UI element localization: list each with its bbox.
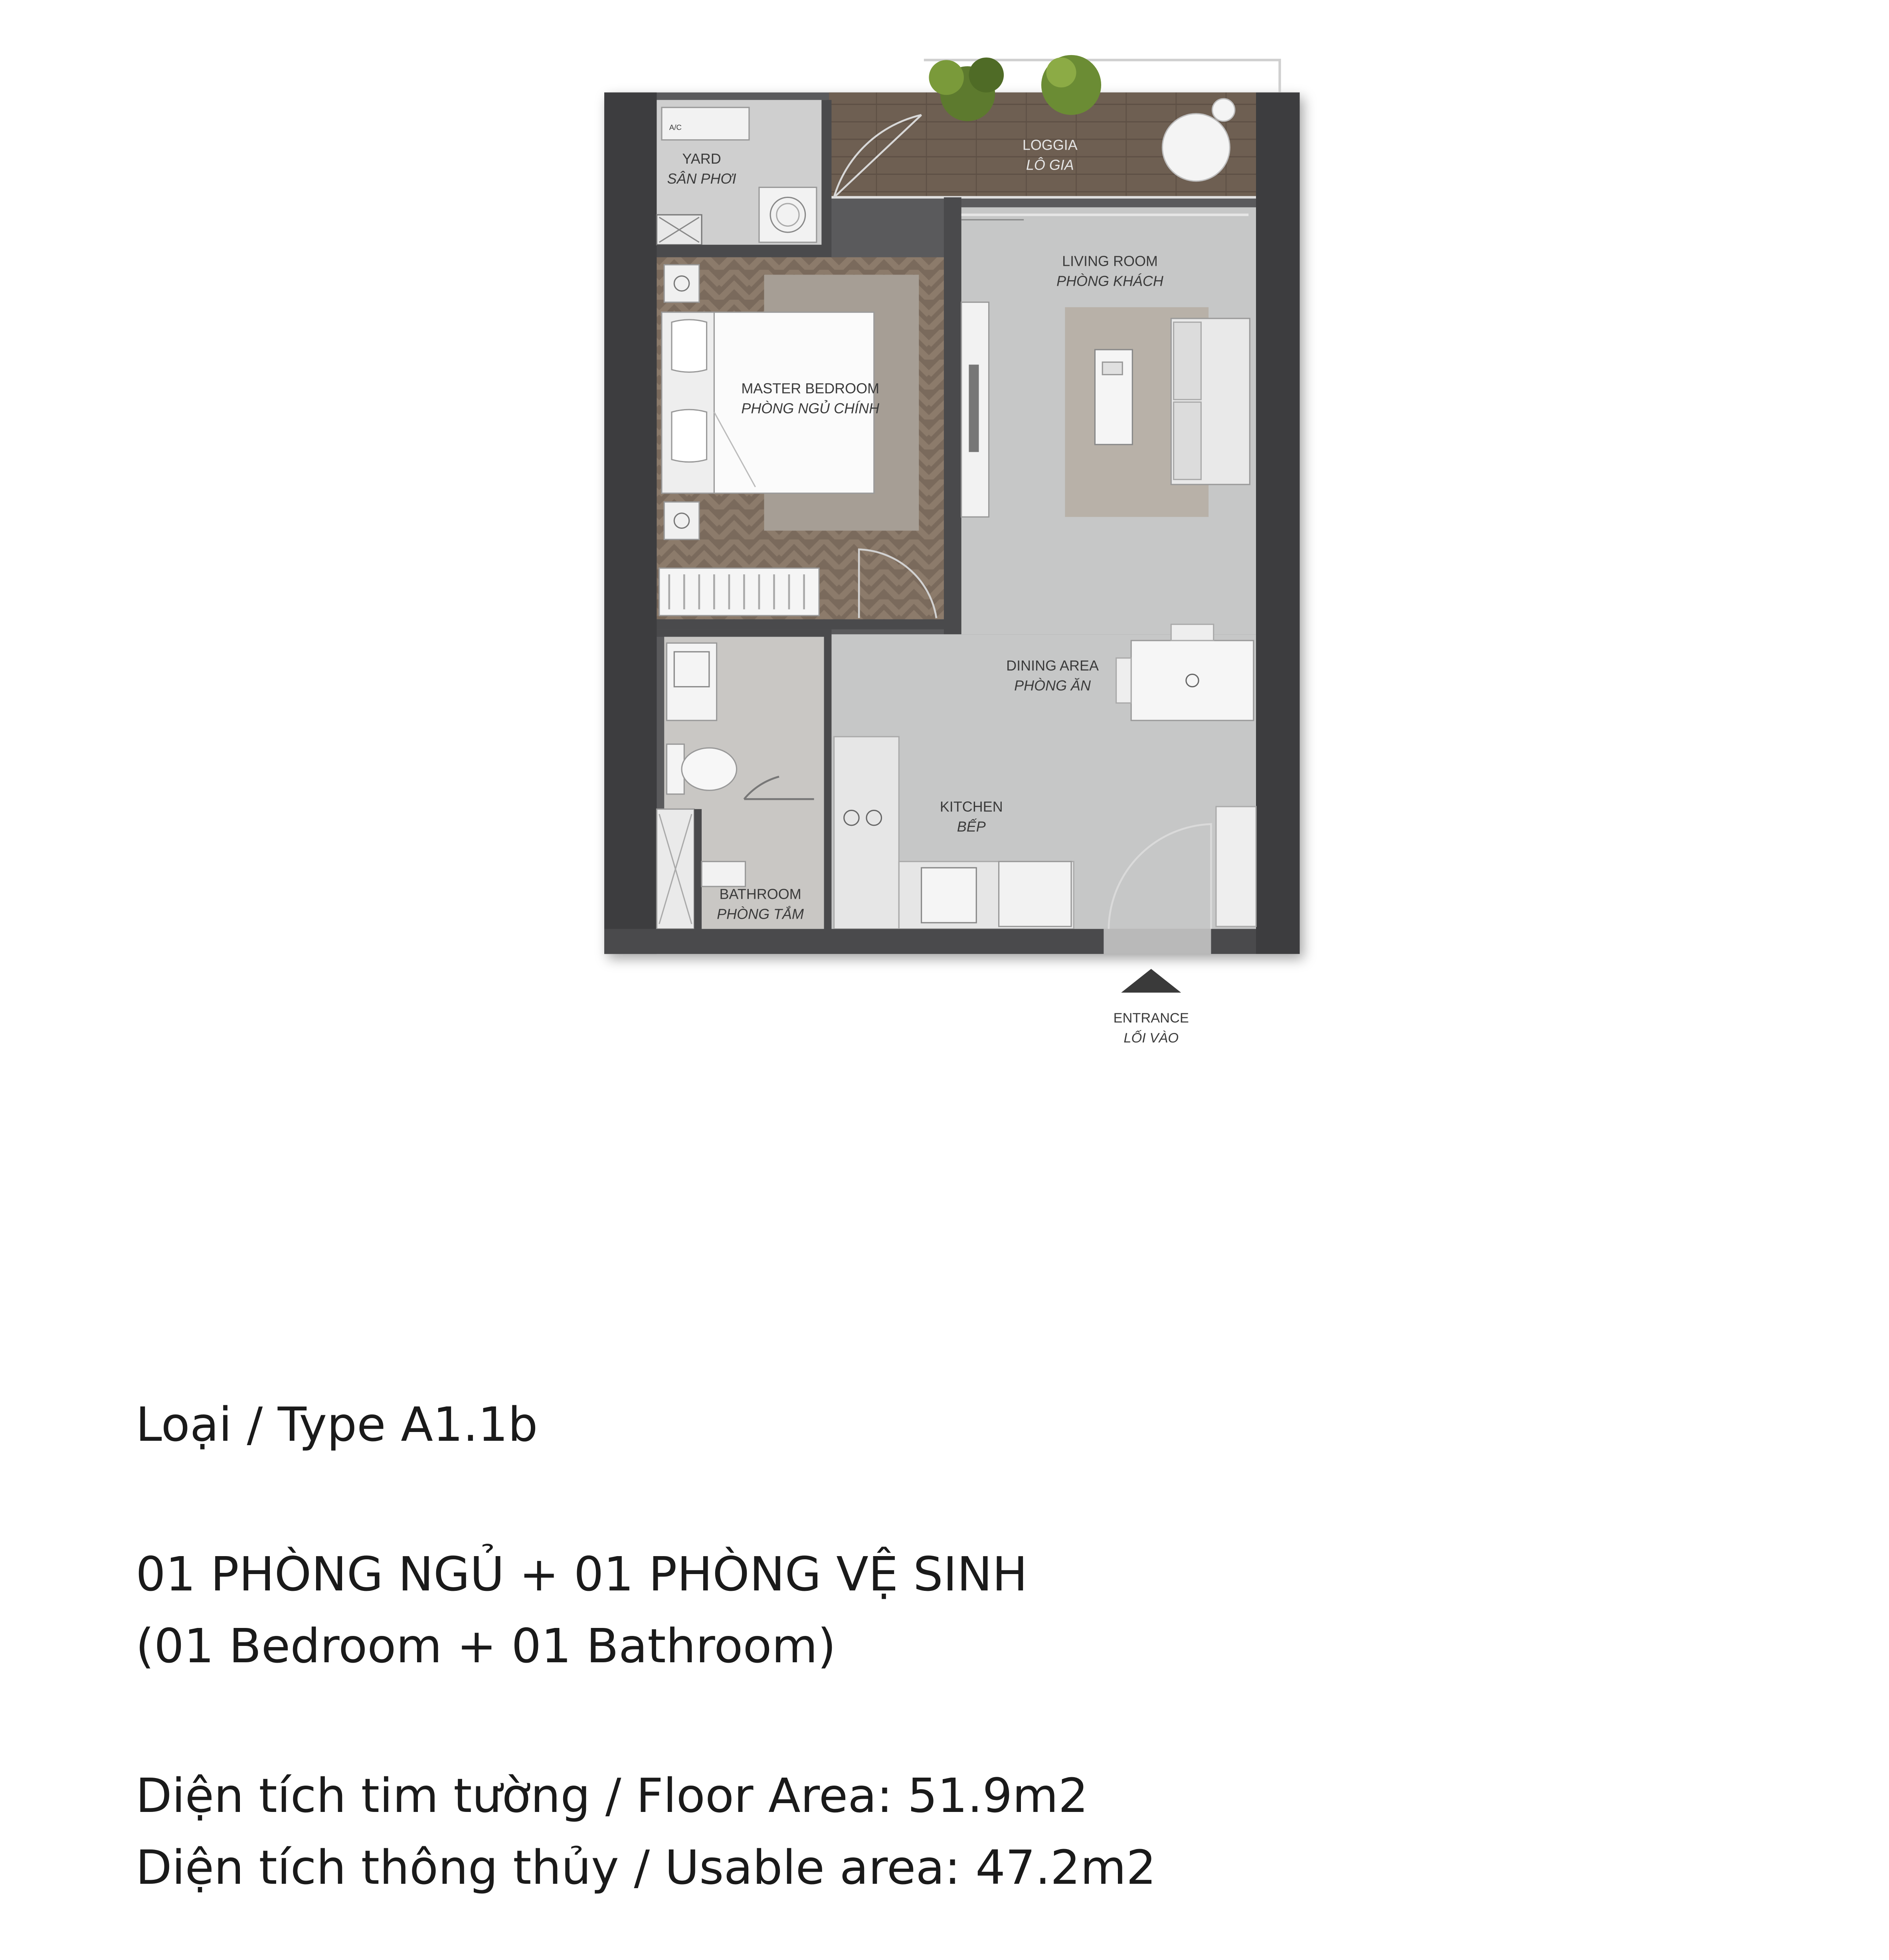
coffee-table-icon <box>1095 350 1132 445</box>
svg-text:LIVING ROOM: LIVING ROOM <box>1062 253 1158 269</box>
wardrobe-icon <box>659 568 819 616</box>
wall-right <box>1256 93 1300 954</box>
svg-text:PHÒNG TẮM: PHÒNG TẮM <box>717 906 804 922</box>
apartment-type: Loại / Type A1.1b <box>136 1397 538 1452</box>
label-entrance <box>1114 1011 1189 1046</box>
ac-label: A/C <box>669 123 682 132</box>
svg-text:SÂN PHƠI: SÂN PHƠI <box>667 170 736 187</box>
svg-text:PHÒNG ĂN: PHÒNG ĂN <box>1014 677 1091 694</box>
svg-text:LỐI VÀO: LỐI VÀO <box>1124 1030 1179 1046</box>
svg-text:PHÒNG NGỦ CHÍNH: PHÒNG NGỦ CHÍNH <box>741 400 880 417</box>
svg-text:BATHROOM: BATHROOM <box>719 886 801 902</box>
tv-console-icon <box>961 302 989 517</box>
svg-text:LOGGIA: LOGGIA <box>1022 136 1078 153</box>
svg-text:YARD: YARD <box>682 150 721 167</box>
floor-area: Diện tích tim tường / Floor Area: 51.9m2 <box>136 1768 1088 1823</box>
room-count-en: (01 Bedroom + 01 Bathroom) <box>136 1618 836 1673</box>
wall-left <box>604 93 657 954</box>
svg-text:PHÒNG KHÁCH: PHÒNG KHÁCH <box>1056 273 1163 289</box>
vanity-icon <box>667 643 716 720</box>
svg-text:KITCHEN: KITCHEN <box>940 798 1003 815</box>
entrance-arrow-icon <box>1121 969 1181 993</box>
room-count-vi: 01 PHÒNG NGỦ + 01 PHÒNG VỆ SINH <box>136 1547 1028 1602</box>
sofa-icon <box>1171 318 1250 485</box>
svg-text:MASTER BEDROOM: MASTER BEDROOM <box>741 380 880 397</box>
svg-text:ENTRANCE: ENTRANCE <box>1113 1011 1189 1026</box>
washing-machine-icon <box>759 187 817 242</box>
svg-text:DINING AREA: DINING AREA <box>1006 657 1099 674</box>
usable-area: Diện tích thông thủy / Usable area: 47.2m2 <box>136 1840 1156 1895</box>
svg-text:BẾP: BẾP <box>957 818 986 835</box>
svg-text:LÔ GIA: LÔ GIA <box>1026 156 1074 173</box>
